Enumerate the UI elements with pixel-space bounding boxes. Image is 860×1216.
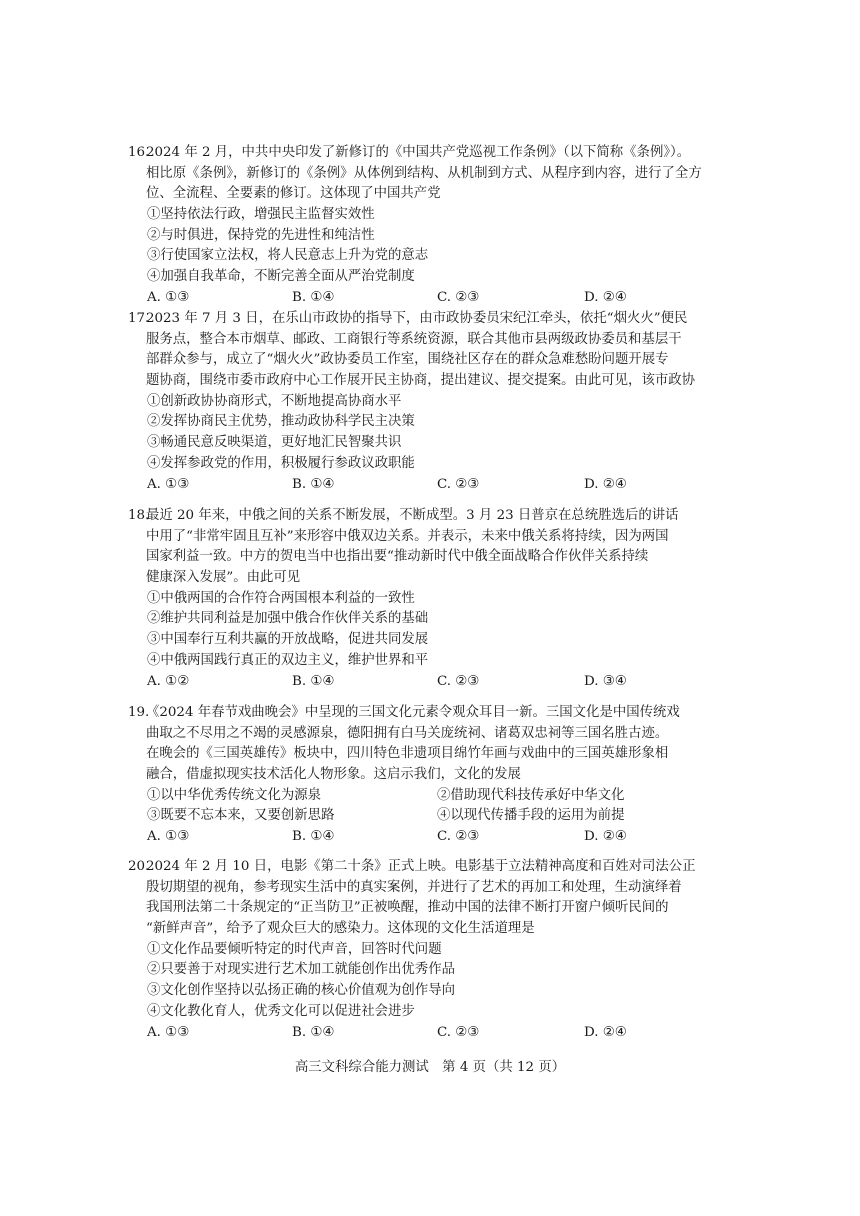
question-16	[128, 143, 740, 309]
statement: ③畅通民意反映渠道，更好地汇民智聚共识	[147, 435, 402, 451]
statement: ③行使国家立法权，将人民意志上升为党的意志	[147, 248, 429, 264]
footer-page-number: 第 4 页（共 12 页）	[442, 1060, 566, 1075]
question-19	[128, 703, 740, 848]
statement: ③中国奉行互利共赢的开放战略，促进共同发展	[147, 632, 429, 648]
option-c[interactable]: C. ②③	[437, 289, 480, 305]
question-18	[128, 506, 740, 692]
question-stem-line: 服务点，整合本市烟草、邮政、工商银行等系统资源，联合其他市县两级政协委员和基层干	[146, 331, 682, 347]
option-d[interactable]: D. ②④	[584, 476, 627, 492]
page-footer	[0, 1058, 860, 1078]
question-20	[128, 857, 740, 1043]
statement: ②发挥协商民主优势，推动政协科学民主决策	[147, 414, 415, 430]
question-stem-line: 18.最近 20 年来，中俄之间的关系不断发展，不断成型。3 月 23 日普京在总统胜选后的讲话	[128, 506, 740, 527]
option-d[interactable]: D. ②④	[584, 1024, 627, 1040]
option-b[interactable]: B. ①④	[292, 673, 335, 689]
option-a[interactable]: A. ①③	[147, 829, 190, 845]
question-stem-line: 20.2024 年 2 月 10 日，电影《第二十条》正式上映。电影基于立法精神高度和百姓对司法公正	[128, 857, 740, 878]
question-stem-line: 融合，借虚拟现实技术活化人物形象。这启示我们，文化的发展	[146, 767, 521, 783]
option-b[interactable]: B. ①④	[292, 1024, 335, 1040]
question-stem-line: 在晚会的《三国英雄传》板块中，四川特色非遗项目绵竹年画与戏曲中的三国英雄形象相	[146, 746, 669, 762]
question-stem-line: 位、全流程、全要素的修订。这体现了中国共产党	[146, 186, 441, 202]
statement: ④文化教化育人，优秀文化可以促进社会进步	[147, 1003, 415, 1019]
statement: ④以现代传播手段的运用为前提	[437, 808, 625, 824]
question-stem-line: 17.2023 年 7 月 3 日，在乐山市政协的指导下，由市政协委员宋纪江牵头，依托“烟火火”便民	[128, 309, 740, 330]
statement: ②借助现代科技传承好中华文化	[437, 787, 625, 803]
option-a[interactable]: A. ①②	[147, 673, 190, 689]
option-b[interactable]: B. ①④	[292, 289, 335, 305]
statement: ④加强自我革命，不断完善全面从严治党制度	[147, 269, 415, 285]
question-stem-line: 相比原《条例》，新修订的《条例》从体例到结构、从机制到方式、从程序到内容，进行了全方	[146, 165, 702, 181]
statement: ③文化创作坚持以弘扬正确的核心价值观为创作导向	[147, 983, 455, 999]
answer-options	[128, 672, 740, 693]
question-stem-line: 殷切期望的视角，参考现实生活中的真实案例，并进行了艺术的再加工和处理，生动演绎着	[146, 879, 682, 895]
option-b[interactable]: B. ①④	[292, 829, 335, 845]
option-d[interactable]: D. ②④	[584, 289, 627, 305]
statement: ①中俄两国的合作符合两国根本利益的一致性	[147, 590, 415, 606]
statement: ①坚持依法行政，增强民主监督实效性	[147, 207, 375, 223]
question-stem-line: 曲取之不尽用之不竭的灵感源泉，德阳拥有白马关庞统祠、诸葛双忠祠等三国名胜古迹。	[146, 725, 669, 741]
option-d[interactable]: D. ②④	[584, 829, 627, 845]
option-a[interactable]: A. ①③	[147, 476, 190, 492]
answer-options	[128, 827, 740, 848]
question-stem-line: 16.2024 年 2 月，中共中央印发了新修订的《中国共产党巡视工作条例》（以下简称《条例》）。	[128, 143, 740, 164]
statement: ②与时俱进，保持党的先进性和纯洁性	[147, 227, 375, 243]
footer-subject: 高三文科综合能力测试	[294, 1060, 429, 1075]
option-c[interactable]: C. ②③	[437, 1024, 480, 1040]
option-b[interactable]: B. ①④	[292, 476, 335, 492]
question-stem-line: 国家利益一致。中方的贺电当中也指出要“推动新时代中俄全面战略合作伙伴关系持续	[146, 549, 649, 565]
question-number: 18.	[128, 508, 150, 523]
option-a[interactable]: A. ①③	[147, 289, 190, 305]
answer-options	[128, 1023, 740, 1044]
question-stem-line: 我国刑法第二十条规定的“正当防卫”正被唤醒，推动中国的法律不断打开窗户倾听民间的	[146, 900, 669, 916]
option-c[interactable]: C. ②③	[437, 829, 480, 845]
question-stem-line: 题协商，围绕市委市政府中心工作展开民主协商，提出建议、提交提案。由此可见，该市政协	[146, 373, 696, 389]
question-17	[128, 309, 740, 495]
answer-options	[128, 475, 740, 496]
question-stem-line: 部群众参与，成立了“烟火火”政协委员工作室，围绕社区存在的群众急难愁盼问题开展专	[146, 352, 669, 368]
question-number: 19.	[128, 705, 150, 720]
question-number: 20.	[128, 859, 150, 874]
statement: ②维护共同利益是加强中俄合作伙伴关系的基础	[147, 611, 429, 627]
question-number: 16.	[128, 145, 150, 160]
option-d[interactable]: D. ③④	[584, 673, 627, 689]
question-stem-line: 中用了“非常牢固且互补”来形容中俄双边关系。并表示，未来中俄关系将持续，因为两国	[146, 528, 669, 544]
statement: ①以中华优秀传统文化为源泉	[147, 787, 322, 803]
option-c[interactable]: C. ②③	[437, 476, 480, 492]
statement: ④中俄两国践行真正的双边主义，维护世界和平	[147, 652, 429, 668]
statement: ②只要善于对现实进行艺术加工就能创作出优秀作品	[147, 962, 455, 978]
question-stem-line: 19.《2024 年春节戏曲晚会》中呈现的三国文化元素令观众耳目一新。三国文化是中国传统戏	[128, 703, 740, 724]
statement-pair	[128, 806, 740, 827]
statement: ①文化作品要倾听特定的时代声音，回答时代问题	[147, 941, 442, 957]
statement: ③既要不忘本来，又要创新思路	[147, 808, 335, 824]
statement-pair	[128, 786, 740, 807]
question-stem-line: 健康深入发展”。由此可见	[146, 570, 301, 586]
question-number: 17.	[128, 311, 150, 326]
answer-options	[128, 288, 740, 309]
option-a[interactable]: A. ①③	[147, 1024, 190, 1040]
statement: ④发挥参政党的作用，积极履行参政议政职能	[147, 455, 415, 471]
option-c[interactable]: C. ②③	[437, 673, 480, 689]
question-stem-line: “新鲜声音”，给予了观众巨大的感染力。这体现的文化生活道理是	[146, 921, 535, 937]
statement: ①创新政协协商形式，不断地提高协商水平	[147, 393, 402, 409]
